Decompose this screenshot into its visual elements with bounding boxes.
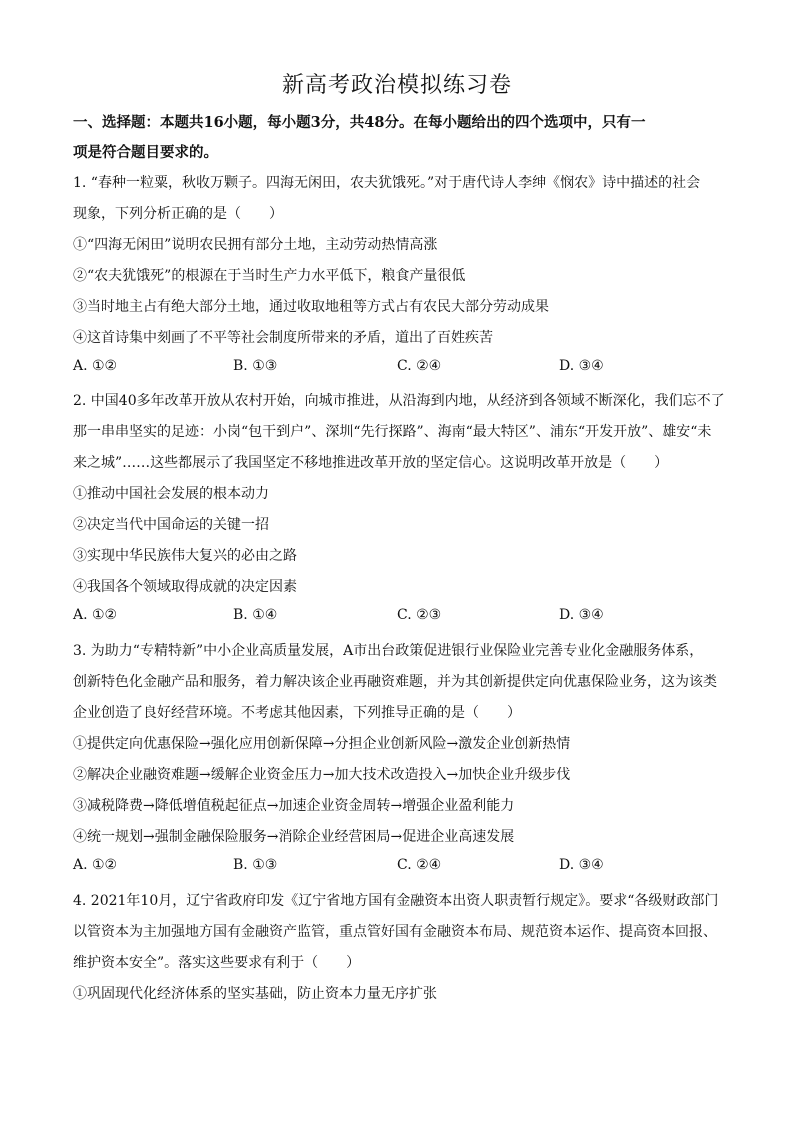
q1-stem-line-1: 1. “春种一粒粟，秋收万颗子。四海无闲田，农夫犹饿死。”对于唐代诗人李绅《悯农》诗中描述的社会 [73, 175, 701, 191]
q1-options [73, 358, 733, 378]
q2-statement-3: ③实现中华民族伟大复兴的必由之路 [73, 548, 297, 564]
q1-stem-line-2: 现象，下列分析正确的是（ ） [73, 206, 283, 222]
q3-stem-line-1: 3. 为助力“专精特新”中小企业高质量发展，A市出台政策促进银行业保险业完善专业化金融服务体系， [73, 643, 704, 659]
q3-statement-4: ④统一规划→强制金融保险服务→消除企业经营困局→促进企业高速发展 [73, 829, 515, 845]
q1-statement-2: ②“农夫犹饿死”的根源在于当时生产力水平低下，粮食产量很低 [73, 268, 466, 284]
q3-statement-1: ①提供定向优惠保险→强化应用创新保障→分担企业创新风险→激发企业创新热情 [73, 736, 571, 752]
q3-option-b[interactable]: B. ①③ [233, 857, 278, 873]
q2-statement-4: ④我国各个领域取得成就的决定因素 [73, 579, 297, 595]
q1-option-d[interactable]: D. ③④ [559, 358, 604, 374]
q2-statement-1: ①推动中国社会发展的根本动力 [73, 486, 269, 502]
q1-statement-3: ③当时地主占有绝大部分土地，通过收取地租等方式占有农民大部分劳动成果 [73, 299, 549, 315]
q1-statement-1: ①“四海无闲田”说明农民拥有部分土地，主动劳动热情高涨 [73, 237, 438, 253]
q1-option-c[interactable]: C. ②④ [397, 358, 442, 374]
q2-stem-line-2: 那一串串坚实的足迹：小岗“包干到户”、深圳“先行探路”、海南“最大特区”、浦东“开发开放”、雄安“未 [73, 424, 712, 440]
q3-statement-3: ③减税降费→降低增值税起征点→加速企业资金周转→增强企业盈利能力 [73, 798, 515, 814]
q1-statement-4: ④这首诗集中刻画了不平等社会制度所带来的矛盾，道出了百姓疾苦 [73, 330, 493, 346]
q3-statement-2: ②解决企业融资难题→缓解企业资金压力→加大技术改造投入→加快企业升级步伐 [73, 767, 571, 783]
section-instructions-line-1: 一、选择题：本题共16小题，每小题3分，共48分。在每小题给出的四个选项中，只有一 [73, 114, 646, 131]
q4-statement-1: ①巩固现代化经济体系的坚实基础，防止资本力量无序扩张 [73, 986, 437, 1002]
page-title: 新高考政治模拟练习卷 [281, 73, 512, 98]
q2-stem-line-1: 2. 中国40多年改革开放从农村开始，向城市推进，从沿海到内地，从经济到各领域不断深化，我们忘不了 [73, 393, 725, 409]
q2-options [73, 607, 733, 627]
q1-option-a[interactable]: A. ①② [73, 358, 118, 374]
q2-option-c[interactable]: C. ②③ [397, 607, 442, 623]
q3-option-a[interactable]: A. ①② [73, 857, 118, 873]
q2-option-b[interactable]: B. ①④ [233, 607, 278, 623]
q3-stem-line-3: 企业创造了良好经营环境。不考虑其他因素，下列推导正确的是（ ） [73, 705, 521, 721]
q2-option-d[interactable]: D. ③④ [559, 607, 604, 623]
q4-stem-line-2: 以管资本为主加强地方国有金融资产监管，重点管好国有金融资本布局、规范资本运作、提高资本回报、 [73, 924, 717, 940]
q2-option-a[interactable]: A. ①② [73, 607, 118, 623]
q3-stem-line-2: 创新特色化金融产品和服务，着力解决该企业再融资难题，并为其创新提供定向优惠保险业务，这为该类 [73, 674, 717, 690]
section-instructions-line-2: 项是符合题目要求的。 [73, 144, 218, 161]
q3-option-c[interactable]: C. ②④ [397, 857, 442, 873]
q2-statement-2: ②决定当代中国命运的关键一招 [73, 517, 269, 533]
q1-option-b[interactable]: B. ①③ [233, 358, 278, 374]
section-instructions [73, 108, 733, 168]
q3-option-d[interactable]: D. ③④ [559, 857, 604, 873]
q4-stem-line-1: 4. 2021年10月，辽宁省政府印发《辽宁省地方国有金融资本出资人职责暂行规定》。要求“各级财政部门 [73, 893, 719, 909]
q4-stem-line-3: 维护资本安全”。落实这些要求有利于（ ） [73, 955, 361, 971]
q2-stem-line-3: 来之城”……这些都展示了我国坚定不移地推进改革开放的坚定信心。这说明改革开放是（ ） [73, 455, 669, 471]
q3-options [73, 857, 733, 877]
